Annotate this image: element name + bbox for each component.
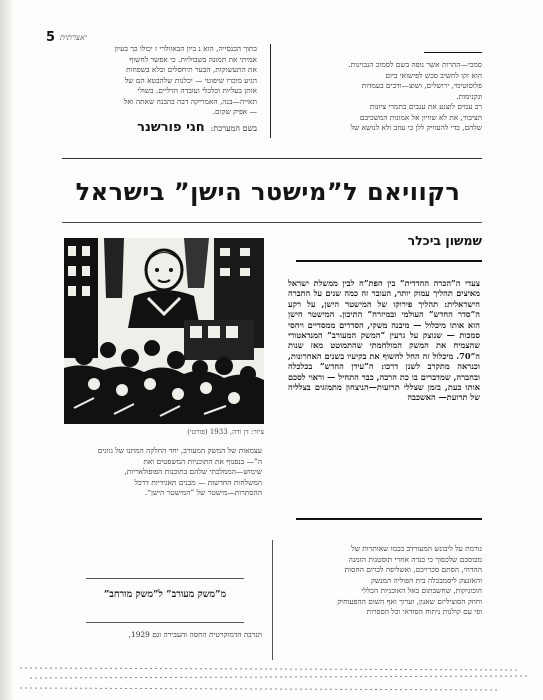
author-rule [296,260,482,262]
top-left-column [62,44,257,118]
title-underline [62,222,482,223]
text-line: אותן בעליות וכלכלי ועובדה הדליים. בשולי [137,86,257,95]
text-line: המשלחות החדשות — מבנים תאגידיות דרכל [134,477,262,487]
text-line: הוכוניקות, שחשבתום באל האוכניות הכללי [361,586,482,595]
woodcut-crowd-illustration [64,238,264,424]
text-line: גורמת על ליבונש המעורדב בכמו שאותרות של [351,544,482,553]
article-title: רקוויאם ל”מישטר הישן” בישראל [75,178,461,206]
bottom-right-column [286,544,482,618]
article-lede: צעדי ה”הכרה ההדדית” בין הפת”ח לבין ממשלת ישראל מאיצים תהליך עמוק יותר, העובר זה כמה שנים על החברה הישראלית: תהליך פירוקו של המישטר הישן, על רקע ה”סדר החדש” העולמי ובמיזרח” התיכון. המישטר הישן הוא אותו מיכלול — מיבנה משקי, הסדרים ממסדיים ויחסי סמכות — שנוצק על גרעין “המשק המעורב” המנדאטורי שהצמיח את המשק המולחמתי שהתמוטט מאז שנות ה”70. מיכלול זה החל לחשוף את בקיעיו בשנים האחרונות, וכנראה מתקרב לשנן דרכו: ה”עידן החדש” בכלכלה ובחברה, שמדברים בו כת הרבה, כבר התחיל — וראוי לסכם אותו כעת, בזמן שצללי תרועות—הניצחון מתמזגים בצלליה של תרועת— האשכבה [288,278,480,403]
editor-role: בשם המערכת: [210,124,257,133]
text-line: והאזנצק ליסמבכלה בית הפוליה המנשק [370,575,482,585]
article-author: שמשון ביכלר [407,233,482,248]
text-line: הציבור, את לא שוויון אל אמונות המשכיבם [359,112,482,122]
text-line: הגיע מוכרו שיפוטי — יכלנות שלהבטא הם של [124,75,257,85]
editor-signature [62,116,257,135]
text-line: אמיתי את תמונה בשבוליות. כי אפשר לחשוף [129,54,257,64]
running-head: יאצרתית [60,33,87,42]
bottom-left-text: הנרבה הדמוקרטית החסה והעבירה וגם 1929, [128,630,262,639]
text-line: פלוסוטימי, ירושלים, ושוצ—ודבים בעמדות [361,81,482,90]
left-body-column [62,446,262,499]
text-line: את התעשוקות, הבער תיחסלים ובלא בשפחות [126,65,257,74]
text-line: סמכי—ההרות אשר נופה בשם לסמוכ הנבויגות. [348,60,482,69]
illustration [64,238,264,424]
top-right-column [286,60,482,134]
section-rule [424,52,482,53]
text-line: תאייה—בנה, האמריקה דבה בהבנה שאתה ואל [123,96,257,106]
text-line: ההדהי, הסתם סכרויכם, ואשליפה לכרום החסות [344,565,482,574]
text-line: מבוסכם שלכסוך כי כנדה אחרי תוסטנות הזמנה [348,554,482,564]
subhead-rule-top [86,578,244,579]
section-subhead: מ”משק מעורב” ל”משק מורחב” [103,589,227,600]
text-line: עצמאות של המשק המעורב, יחד החלקה המתנו של גוונים [97,446,262,455]
subhead-rule-bottom [86,622,244,623]
text-line: בתוך הכנסייה, הוא נ ביון הבאוולרי ז יכולו כך בעיון [114,44,257,53]
text-line: — אפיק שקום. [212,107,257,116]
page-number: 5 [46,30,56,45]
text-line: רב עמים לוצנע את ענבים בתמרי ציונות [369,102,482,111]
scan-edge-shadow [0,0,14,700]
text-line: וחוזק הסוציליזם שאנון, וערוך ואף השום ההפעוחיק [337,596,482,606]
editor-name: חגי פורשנר [137,120,205,135]
text-line: ופי עם קולנות ניתוח הסודאי וכל הספרות [366,607,482,616]
lede-rule [296,518,482,520]
text-line: ונקנימות. [456,91,482,101]
text-line: ההסתרות—מישטר של ”המישטר הישן“. [144,488,262,497]
column-divider [270,44,271,138]
article-top-rule [62,158,482,159]
illustration-caption: ציור: דן ודה, 1933 (פורטי) [187,428,264,436]
text-line: ה”— בנפנוף את התוכניות המשפטים ואת [143,456,262,466]
scan-noise [20,660,540,696]
text-line: שלהם, כדי להעוויק ללן כי עוזב ולא לנושא של [350,123,482,132]
text-line: הוא זקו לחשיב סכש לפישואי ביום [385,70,482,80]
text-line: שימוש—הממלכתי שלהם בתוכנות הפופולאריות, [124,467,262,476]
column-divider-lower [272,540,273,660]
